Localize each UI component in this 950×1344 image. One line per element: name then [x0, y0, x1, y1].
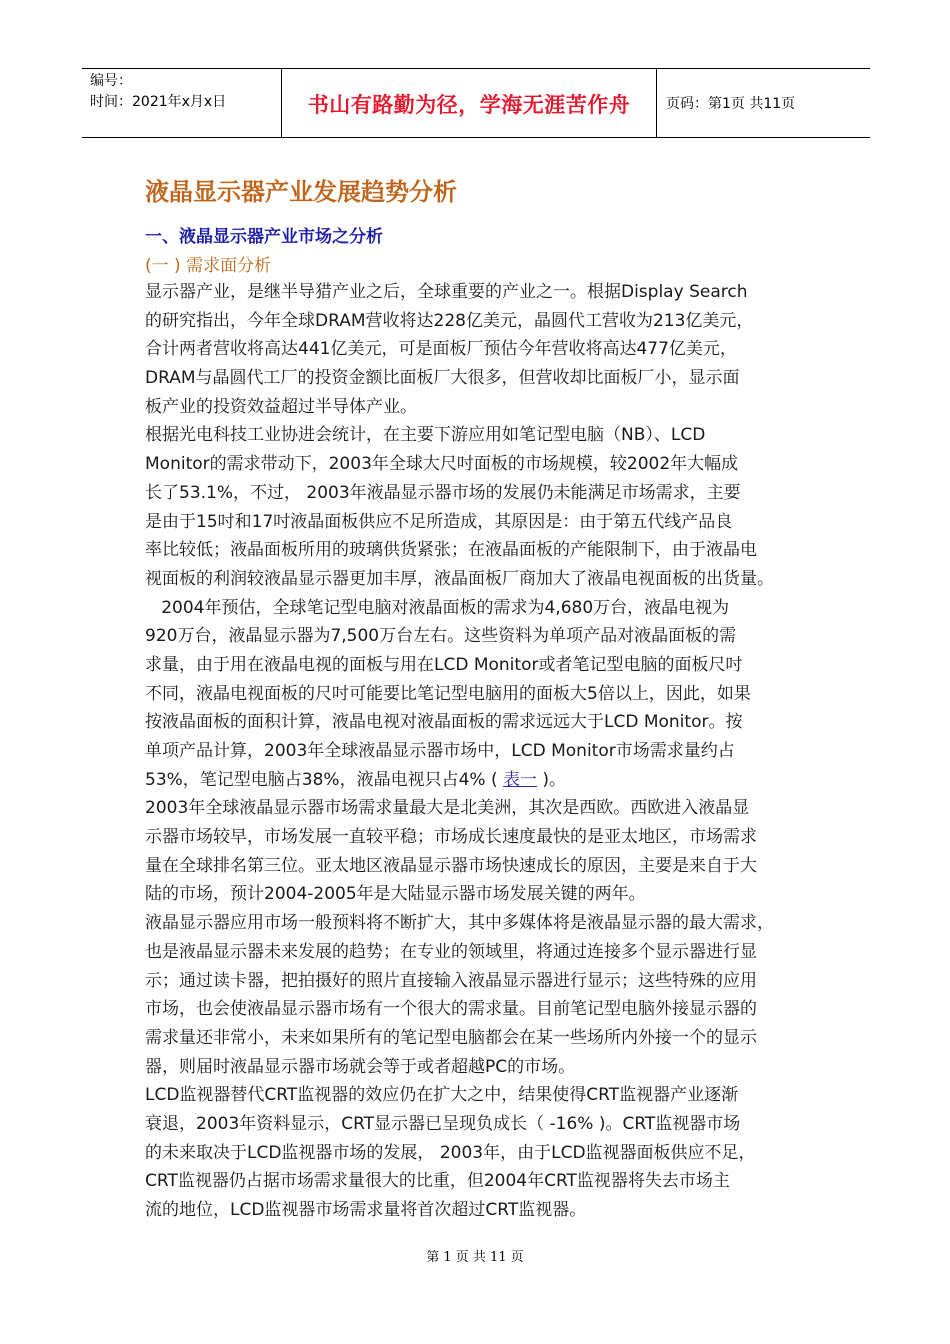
body-line: 的未来取决于LCD监视器市场的发展， 2003年，由于LCD监视器面板供应不足， [145, 1142, 756, 1163]
body-line: 率比较低；液晶面板所用的玻璃供货紧张；在液晶面板的产能限制下，由于液晶电 [145, 540, 757, 561]
body-line: LCD监视器替代CRT监视器的效应仍在扩大之中，结果使得CRT监视器产业逐渐 [145, 1085, 739, 1106]
header-meta [90, 71, 226, 113]
body-line: 不同，液晶电视面板的尺吋可能要比笔记型电脑用的面板大5倍以上，因此，如果 [145, 683, 751, 704]
body-line: 也是液晶显示器未来发展的趋势；在专业的领域里，将通过连接多个显示器进行显 [145, 941, 757, 962]
body-line: 器，则届时液晶显示器市场就会等于或者超越PC的市场。 [145, 1056, 576, 1077]
body-line: 流的地位，LCD监视器市场需求量将首次超过CRT监视器。 [145, 1200, 587, 1220]
body-line: 2003年全球液晶显示器市场需求量最大是北美洲，其次是西欧。西欧进入液晶显 [145, 798, 750, 819]
body-line: 920万台，液晶显示器为7,500万台左右。这些资料为单项产品对液晶面板的需 [145, 626, 737, 647]
time-label: 时间：2021年x月x日 [90, 94, 227, 110]
body-text [145, 278, 825, 1225]
document-title: 液晶显示器产业发展趋势分析 [145, 178, 457, 206]
body-line: 陆的市场，预计2004-2005年是大陆显示器市场发展关键的两年。 [145, 884, 646, 905]
body-line: 衰退，2003年资料显示，CRT显示器已呈现负成长（ -16% )。CRT监视器市场 [145, 1113, 741, 1134]
body-line: 根据光电科技工业协进会统计，在主要下游应用如笔记型电脑（NB）、LCD [145, 425, 706, 446]
body-line: 视面板的利润较液晶显示器更加丰厚，液晶面板厂商加大了液晶电视面板的出货量。 [145, 568, 774, 589]
body-line [145, 766, 825, 795]
subsection-heading: (一 ) 需求面分析 [145, 256, 272, 276]
body-line: 市场，也会使液晶显示器市场有一个很大的需求量。目前笔记型电脑外接显示器的 [145, 999, 757, 1020]
header-divider [656, 69, 657, 137]
page-footer: 第 1 页 共 11 页 [426, 1250, 524, 1265]
body-line: 单项产品计算，2003年全球液晶显示器市场中，LCD Monitor市场需求量约占 [145, 741, 735, 761]
body-line: 长了53.1%，不过， 2003年液晶显示器市场的发展仍未能满足市场需求，主要 [145, 482, 741, 503]
body-line: 是由于15吋和17吋液晶面板供应不足所造成，其原因是：由于第五代线产品良 [145, 511, 733, 532]
body-line: 显示器产业，是继半导猎产业之后，全球重要的产业之一。根据Display Search [145, 282, 748, 302]
header-page-info: 页码：第1页 共11页 [666, 96, 796, 112]
header-motto: 书山有路勤为径，学海无涯苦作舟 [307, 93, 631, 117]
body-line: 按液晶面板的面积计算，液晶电视对液晶面板的需求远远大于LCD Monitor。按 [145, 712, 743, 733]
body-line: Monitor的需求带动下，2003年全球大尺吋面板的市场规模，较2002年大幅成 [145, 454, 739, 475]
body-line: 量在全球排名第三位。亚太地区液晶显示器市场快速成长的原因，主要是来自于大 [145, 855, 757, 876]
body-line-suffix: )。 [536, 769, 567, 790]
section-heading: 一、液晶显示器产业市场之分析 [145, 227, 383, 247]
body-line: 板产业的投资效益超过半导体产业。 [145, 396, 417, 417]
page-header [82, 68, 870, 138]
body-line: 求量，由于用在液晶电视的面板与用在LCD Monitor或者笔记型电脑的面板尺吋 [145, 654, 743, 675]
body-line: 需求量还非常小，未来如果所有的笔记型电脑都会在某一些场所内外接一个的显示 [145, 1027, 757, 1048]
table-one-link[interactable]: 表一 [502, 769, 537, 790]
body-line: 示器市场较早，市场发展一直较平稳；市场成长速度最快的是亚太地区，市场需求 [145, 827, 757, 848]
body-line: 示；通过读卡器，把拍摄好的照片直接输入液晶显示器进行显示；这些特殊的应用 [145, 970, 757, 991]
body-line: CRT监视器仍占据市场需求量很大的比重，但2004年CRT监视器将失去市场主 [145, 1171, 730, 1192]
body-line: 2004年预估，全球笔记型电脑对液晶面板的需求为4,680万台，液晶电视为 [145, 597, 730, 618]
code-label: 编号： [90, 73, 132, 89]
body-line-text: 53%，笔记型电脑占38%，液晶电视只占4% ( [145, 769, 503, 790]
body-line: DRAM与晶圆代工厂的投资金额比面板厂大很多，但营收却比面板厂小，显示面 [145, 368, 740, 389]
body-line: 液晶显示器应用市场一般预料将不断扩大，其中多媒体将是液晶显示器的最大需求， [145, 913, 774, 934]
body-line: 合计两者营收将高达441亿美元，可是面板厂预估今年营收将高达477亿美元， [145, 339, 737, 360]
body-line: 的研究指出，今年全球DRAM营收将达228亿美元，晶圆代工营收为213亿美元， [145, 310, 754, 331]
